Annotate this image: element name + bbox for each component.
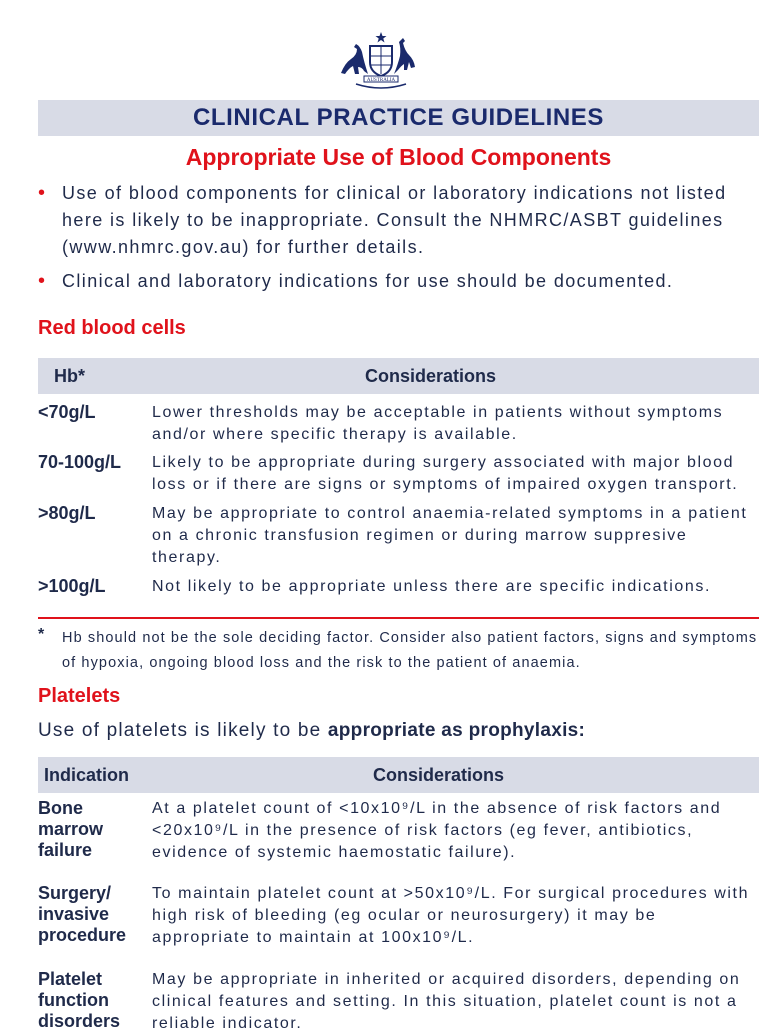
platelets-intro (38, 720, 585, 742)
column-header-considerations: Considerations (373, 765, 505, 785)
row-text: May be appropriate to control anaemia-related symptoms in a patient on a chronic transfusion regimen or during marrow suppresive therapy. (152, 505, 748, 566)
column-header-hb: Hb* (54, 366, 85, 386)
intro-bullet-list (38, 180, 753, 302)
section-heading-red-cells: Red blood cells (38, 317, 186, 339)
bullet-text: Use of blood components for clinical or laboratory indications not listed here is likely to be inappropriate. Consult the NHMRC/ASBT guidelines (www.nhmrc.gov.au) for further details. (62, 183, 727, 257)
row-text: To maintain platelet count at >50x10⁹/L. For surgical procedures with high risk of bleeding (eg ocular or neurosurgery) it may be appropriate to maintain at 100x10⁹/L. (152, 885, 750, 946)
intro-bold-text: appropriate as prophylaxis: (327, 720, 586, 741)
row-text: Lower thresholds may be acceptable in patients without symptoms and/or where specific therapy is available. (152, 404, 724, 443)
row-label: Bone marrow failure (38, 798, 104, 860)
table-row (38, 503, 759, 569)
page-subtitle: Appropriate Use of Blood Components (185, 144, 612, 170)
footnote-text: Hb should not be the sole deciding factor. Consider also patient factors, signs and symptoms of hypoxia, ongoing blood loss and the risk to the patient of anaemia. (62, 630, 758, 671)
row-text: Likely to be appropriate during surgery associated with major blood loss or if there are signs or symptoms of impaired oxygen transport. (152, 454, 739, 493)
table-row (38, 402, 759, 446)
coat-of-arms-logo (334, 30, 428, 94)
list-item (38, 180, 753, 261)
row-label: Platelet function disorders (38, 969, 121, 1031)
table-row (38, 969, 759, 1035)
intro-plain-text: Use of platelets is likely to be (38, 720, 328, 741)
column-header-indication: Indication (44, 765, 129, 785)
red-cells-table-header (38, 358, 759, 394)
row-text: May be appropriate in inherited or acquired disorders, depending on clinical features and setting. In this situation, platelet count is not a reliable indicator. (152, 971, 741, 1032)
page-title: CLINICAL PRACTICE GUIDELINES (192, 104, 605, 131)
row-text: At a platelet count of <10x10⁹/L in the absence of risk factors and <20x10⁹/L in the presence of risk factors (eg fever, antibiotics, evidence of systemic haemostatic failure). (152, 800, 722, 861)
hb-footnote (38, 626, 759, 676)
section-divider (38, 617, 759, 619)
bullet-text: Clinical and laboratory indications for use should be documented. (62, 271, 674, 291)
table-row (38, 798, 759, 864)
row-label: 70-100g/L (38, 452, 122, 472)
table-row (38, 452, 759, 496)
crest-scroll-text: AUSTRALIA (366, 78, 396, 83)
bullet-dot-icon: • (38, 182, 47, 204)
list-item (38, 268, 753, 295)
row-label: >100g/L (38, 576, 106, 596)
table-row (38, 576, 759, 598)
row-text: Not likely to be appropriate unless there are specific indications. (152, 578, 711, 595)
column-header-considerations: Considerations (365, 366, 497, 386)
platelets-table-header (38, 757, 759, 793)
footnote-mark: * (38, 626, 45, 643)
section-heading-platelets: Platelets (38, 685, 121, 707)
bullet-dot-icon: • (38, 270, 47, 292)
row-label: >80g/L (38, 503, 96, 523)
table-row (38, 883, 759, 949)
page-title-bar (38, 100, 759, 136)
row-label: <70g/L (38, 402, 96, 422)
row-label: Surgery/ invasive procedure (38, 883, 127, 945)
